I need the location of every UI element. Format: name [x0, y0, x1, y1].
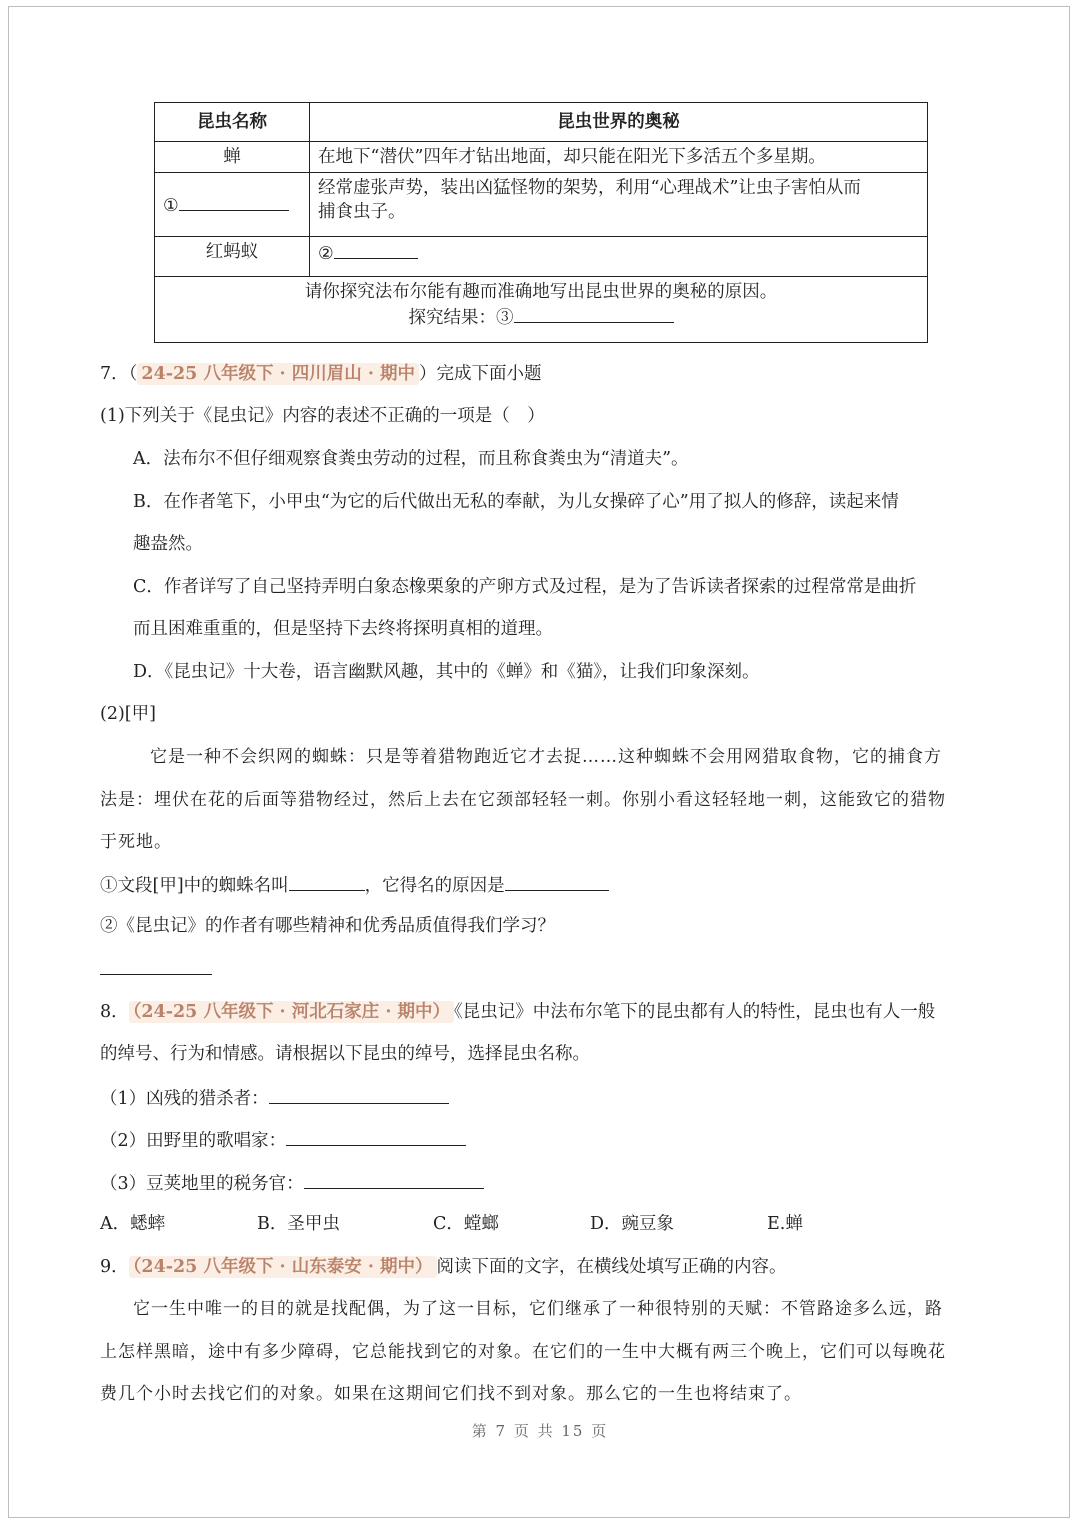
- q8-item-label: （3）豆荚地里的税务官：: [100, 1174, 304, 1194]
- answer-blank[interactable]: [334, 240, 418, 259]
- q9-number: 9．: [100, 1257, 129, 1277]
- answer-label: ①: [163, 195, 179, 216]
- answer-blank[interactable]: [100, 956, 212, 975]
- header-insect-name: 昆虫名称: [155, 103, 310, 142]
- q8-title: [100, 1000, 935, 1024]
- table-footer-prompt: 请你探究法布尔能有趣而准确地写出昆虫世界的奥秘的原因。: [304, 282, 778, 302]
- q9-title: [100, 1255, 787, 1279]
- q8-source-tag: （24-25 八年级下 · 河北石家庄 · 期中）: [129, 1001, 454, 1023]
- q7-option-c-cont: 而且困难重重的，但是坚持下去终将探明真相的道理。: [133, 619, 553, 639]
- q8-stem-cont: 的绰号、行为和情感。请根据以下昆虫的绰号，选择昆虫名称。: [100, 1044, 590, 1064]
- q7-number: 7．（: [100, 364, 138, 384]
- q7-title: [100, 362, 542, 386]
- q8-item-label: （2）田野里的歌唱家：: [100, 1131, 287, 1151]
- q9-source-tag: （24-25 八年级下 · 山东泰安 · 期中）: [129, 1256, 437, 1278]
- q8-option-b: B．圣甲虫: [257, 1214, 340, 1234]
- table-row: [155, 173, 928, 237]
- q9-passage-line: 上怎样黑暗，途中有多少障碍，它总能找到它的对象。在它们的一生中大概有两三个晚上，它们可以每晚花: [100, 1342, 946, 1362]
- q7-option-a: A．法布尔不但仔细观察食粪虫劳动的过程，而且称食粪虫为“清道夫”。: [133, 449, 689, 469]
- insect-name-cell: 红蚂蚁: [155, 237, 310, 277]
- answer-blank[interactable]: [304, 1170, 484, 1189]
- q7-option-c: C．作者详写了自己坚持弄明白象态橡栗象的产卵方式及过程，是为了告诉读者探索的过程常常是曲折: [133, 577, 917, 597]
- q7-passage-line: 它是一种不会织网的蜘蛛：只是等着猎物跑近它才去捉……这种蜘蛛不会用网猎取食物，它的捕食方: [150, 747, 942, 767]
- insect-secret-cell: [310, 237, 928, 277]
- q9-passage-line: 费几个小时去找它们的对象。如果在这期间它们找不到对象。那么它的一生也将结束了。: [100, 1384, 802, 1404]
- page-footer: 第 7 页 共 15 页: [471, 1422, 609, 1440]
- secret-line: 经常虚张声势，装出凶猛怪物的架势，利用“心理战术”让虫子害怕从而: [318, 178, 861, 198]
- answer-label: ②: [318, 244, 334, 264]
- table-row: [155, 237, 928, 277]
- q7-q1-text-b: ，它得名的原因是: [364, 876, 505, 896]
- insect-name-cell: 蝉: [155, 142, 310, 173]
- answer-blank[interactable]: [514, 304, 674, 323]
- result-label: 探究结果：③: [408, 308, 514, 328]
- q8-item-label: （1）凶残的猎杀者：: [100, 1089, 269, 1109]
- secret-line: 捕食虫子。: [318, 202, 406, 222]
- table-header-row: [155, 103, 928, 142]
- q8-item: [100, 1170, 484, 1196]
- q8-number: 8．: [100, 1002, 129, 1022]
- q8-option-c: C．螳螂: [433, 1214, 499, 1234]
- q7-option-d: D．《昆虫记》十大卷，语言幽默风趣，其中的《蝉》和《猫》，让我们印象深刻。: [133, 662, 760, 682]
- q8-option-a: A．蟋蟀: [100, 1214, 166, 1234]
- answer-blank[interactable]: [179, 192, 289, 211]
- header-insect-secret: 昆虫世界的奥秘: [310, 103, 928, 142]
- reason-blank[interactable]: [505, 872, 609, 891]
- q8-option-d: D．豌豆象: [590, 1214, 675, 1234]
- q8-stem: 《昆虫记》中法布尔笔下的昆虫都有人的特性，昆虫也有人一般: [454, 1002, 936, 1022]
- q8-item: [100, 1085, 449, 1111]
- q7-question-2: ②《昆虫记》的作者有哪些精神和优秀品质值得我们学习？: [100, 916, 555, 936]
- table-row: [155, 142, 928, 173]
- q7-question-1: [100, 872, 609, 898]
- insect-secret-cell: 在地下“潜伏”四年才钻出地面，却只能在阳光下多活五个多星期。: [310, 142, 928, 173]
- insect-secret-cell: [310, 173, 928, 237]
- q7-passage-line: 法是：埋伏在花的后面等猎物经过，然后上去在它颈部轻轻一刺。你别小看这轻轻地一刺，这能致它的猎物: [100, 790, 946, 810]
- table-footer-row: [155, 277, 928, 343]
- q7-option-b: B．在作者笔下，小甲虫“为它的后代做出无私的奉献，为儿女操碎了心”用了拟人的修辞，读起来情: [133, 492, 899, 512]
- q7-stem: ）完成下面小题: [419, 364, 542, 384]
- answer-blank[interactable]: [269, 1085, 449, 1104]
- q7-option-b-cont: 趣盎然。: [133, 534, 203, 554]
- q7-sub2: (2)[甲]: [100, 704, 156, 724]
- q9-passage-line: 它一生中唯一的目的就是找配偶，为了这一目标，它们继承了一种很特别的天赋：不管路途多么远，路: [133, 1299, 943, 1319]
- answer-blank[interactable]: [286, 1127, 466, 1146]
- q9-stem: 阅读下面的文字，在横线处填写正确的内容。: [436, 1257, 787, 1277]
- q7-answer-line: [100, 956, 212, 982]
- table-footer-result: [163, 304, 919, 330]
- insect-name-cell: [155, 173, 310, 237]
- table-footer-cell: [155, 277, 928, 343]
- spider-name-blank[interactable]: [289, 872, 365, 891]
- q8-item: [100, 1127, 466, 1153]
- q7-passage-line: 于死地。: [100, 832, 172, 852]
- q7-sub1: (1)下列关于《昆虫记》内容的表述不正确的一项是（ ）: [100, 406, 545, 426]
- q7-q1-text: ①文段[甲]中的蜘蛛名叫: [100, 876, 289, 896]
- insect-table: [154, 102, 928, 343]
- q8-option-e: E.蝉: [767, 1214, 803, 1234]
- q7-source-tag: 24-25 八年级下 · 四川眉山 · 期中: [137, 363, 419, 385]
